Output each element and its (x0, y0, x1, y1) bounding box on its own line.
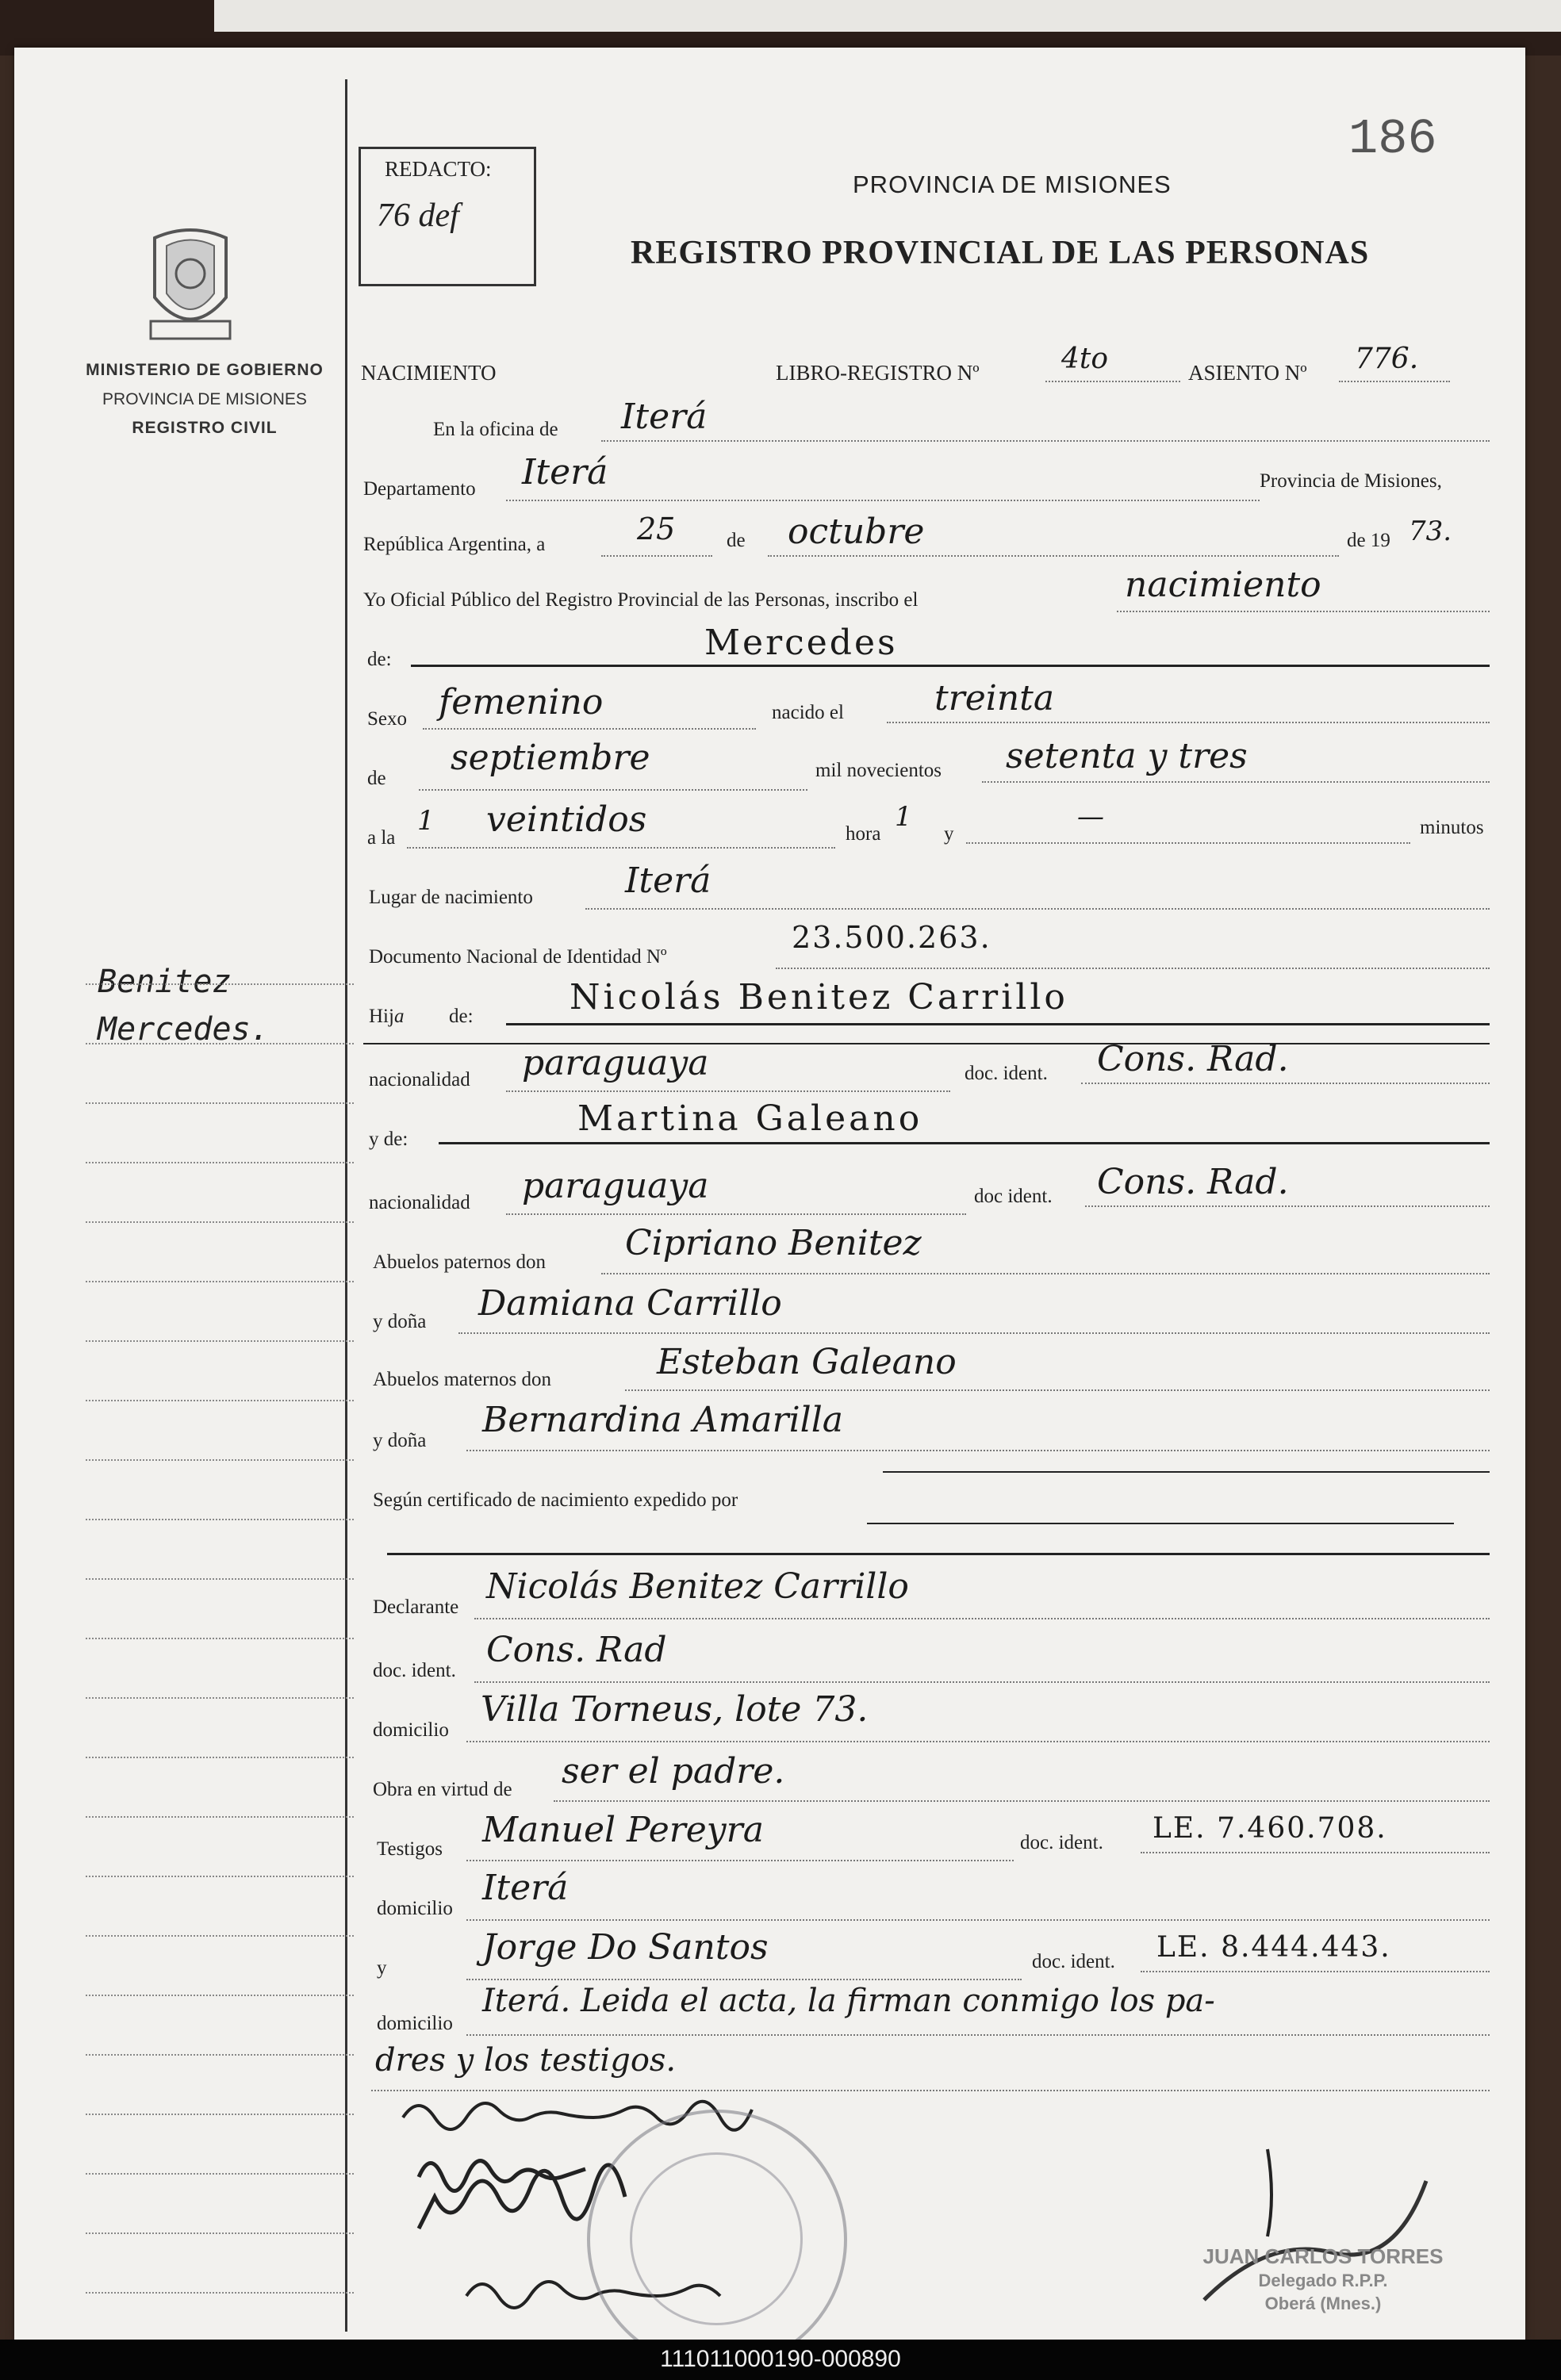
record-type: NACIMIENTO (361, 361, 497, 385)
margin-rule (86, 983, 354, 985)
month-value: octubre (788, 512, 925, 552)
ala-value: 1 (417, 805, 435, 837)
sexo-value: femenino (439, 682, 604, 722)
registry-stamp-inner (630, 2152, 803, 2325)
declarante-value: Nicolás Benitez Carrillo (486, 1566, 909, 1607)
testigo1-name: Manuel Pereyra (482, 1810, 764, 1850)
margin-rule (86, 1519, 354, 1520)
mother-name: Martina Galeano (577, 1098, 923, 1139)
margin-rule (86, 1162, 354, 1163)
asiento-value: 776. (1355, 343, 1419, 375)
lugar-value: Iterá (625, 860, 711, 901)
asiento-label: ASIENTO Nº (1188, 361, 1307, 385)
redacto-label: REDACTO: (385, 157, 492, 181)
departamento-label: Departamento (363, 478, 476, 500)
y-label: y (944, 823, 954, 845)
mother-de-label: y de: (369, 1129, 408, 1150)
margin-rule (86, 2054, 354, 2056)
margin-rule (86, 1697, 354, 1699)
obra-label: Obra en virtud de (373, 1779, 512, 1800)
hora-value: 1 (895, 801, 912, 833)
margin-rule (86, 1281, 354, 1282)
declarante-address-label: domicilio (373, 1719, 449, 1741)
mother-nationality: paraguaya (522, 1166, 709, 1206)
oficial-text: Yo Oficial Público del Registro Provincial de las Personas, inscribo el (363, 589, 919, 611)
birth-year: setenta y tres (1006, 736, 1248, 776)
ministry-line-2: PROVINCIA DE MISIONES (102, 390, 307, 408)
hora-label: hora (846, 823, 881, 845)
nacido-label: nacido el (772, 702, 844, 723)
hijo-de-label: de: (449, 1006, 474, 1027)
testigo2-doc-label: doc. ident. (1032, 1951, 1115, 1972)
margin-rule (86, 1578, 354, 1580)
day-value: 25 (637, 512, 676, 546)
margin-rule (86, 1757, 354, 1758)
father-name: Nicolás Benitez Carrillo (570, 977, 1068, 1018)
margin-rule (86, 2232, 354, 2234)
testigo1-address-label: domicilio (377, 1898, 453, 1919)
margin-note-name: Mercedes. (98, 1011, 270, 1048)
testigo1-doc-label: doc. ident. (1020, 1832, 1103, 1853)
ala-label: a la (367, 827, 396, 849)
margin-rule (86, 2292, 354, 2294)
scan-next-page-edge (214, 0, 1561, 32)
official-place: Oberá (Mnes.) (1264, 2294, 1382, 2313)
de-name-label: de: (367, 649, 392, 670)
margin-rule (86, 1459, 354, 1461)
father-doc: Cons. Rad. (1097, 1039, 1289, 1079)
margin-rule (86, 2173, 354, 2175)
margin-rule (86, 1400, 354, 1401)
testigo2-y-label: y (377, 1957, 387, 1979)
mil-label: mil novecientos (815, 760, 942, 781)
coat-of-arms-icon (139, 222, 242, 349)
libro-label: LIBRO-REGISTRO Nº (776, 361, 980, 385)
de-label: de (727, 530, 746, 551)
ministry-line-3: REGISTRO CIVIL (132, 419, 278, 437)
hijo-label: Hija (369, 1006, 405, 1027)
child-name: Mercedes (704, 623, 898, 663)
registry-stamp (587, 2110, 847, 2370)
year-label: de 19 (1347, 530, 1390, 551)
obra-value: ser el padre. (562, 1751, 785, 1792)
provincia-suffix: Provincia de Misiones, (1260, 470, 1442, 492)
departamento-value: Iterá (522, 452, 608, 492)
testigo1-address: Iterá (482, 1868, 569, 1908)
hijo-suffix: a (393, 1006, 405, 1027)
oficina-value: Iterá (621, 397, 708, 437)
ministry-line-1: MINISTERIO DE GOBIERNO (86, 361, 324, 379)
archive-footer (0, 2340, 1561, 2380)
testigos-label: Testigos (377, 1838, 443, 1860)
margin-rule (86, 2114, 354, 2115)
margin-rule (86, 1340, 354, 1342)
margin-rule (86, 1995, 354, 1996)
testigo2-doc: LE. 8.444.443. (1156, 1931, 1391, 1964)
minutos-value: — (1077, 801, 1104, 833)
nacido-value: treinta (934, 678, 1055, 719)
paternal-grandfather: Cipriano Benitez (625, 1223, 922, 1263)
margin-rule (86, 1816, 354, 1818)
inscribo-value: nacimiento (1125, 565, 1321, 605)
mother-nationality-label: nacionalidad (369, 1192, 470, 1213)
margin-rule (86, 1876, 354, 1877)
dni-label: Documento Nacional de Identidad Nº (369, 946, 667, 968)
oficina-label: En la oficina de (433, 419, 558, 440)
year-value: 73. (1409, 515, 1452, 547)
declarante-doc-label: doc. ident. (373, 1660, 456, 1681)
segun-label: Según certificado de nacimiento expedido por (373, 1489, 738, 1511)
lugar-label: Lugar de nacimiento (369, 887, 533, 908)
province-title: PROVINCIA DE MISIONES (853, 171, 1172, 198)
dni-value: 23.500.263. (792, 920, 991, 955)
margin-rule (86, 1043, 354, 1044)
registry-title: REGISTRO PROVINCIAL DE LAS PERSONAS (631, 235, 1370, 271)
redacto-box (359, 147, 536, 286)
birth-de-label: de (367, 768, 386, 789)
birth-month: septiembre (451, 738, 650, 778)
official-title: Delegado R.P.P. (1258, 2271, 1388, 2290)
declarante-label: Declarante (373, 1596, 459, 1618)
mother-doc: Cons. Rad. (1097, 1162, 1289, 1202)
register-page (14, 48, 1525, 2340)
mother-doc-label: doc ident. (974, 1186, 1053, 1207)
archive-code: 111011000190-000890 (660, 2346, 901, 2372)
libro-value: 4to (1061, 343, 1109, 375)
margin-rule (86, 1638, 354, 1639)
sexo-label: Sexo (367, 708, 407, 730)
margin-divider (345, 79, 347, 2332)
declarante-address: Villa Torneus, lote 73. (481, 1689, 869, 1730)
closing-text: dres y los testigos. (375, 2042, 677, 2079)
testigo1-doc: LE. 7.460.708. (1153, 1812, 1387, 1845)
testigo2-name: Jorge Do Santos (482, 1927, 769, 1968)
testigo2-address: Iterá. Leida el acta, la firman conmigo los pa- (482, 1983, 1215, 2019)
maternal-grandfather: Esteban Galeano (657, 1342, 957, 1382)
page-number: 186 (1348, 111, 1437, 167)
redacto-value: 76 def (377, 197, 459, 234)
margin-rule (86, 1102, 354, 1104)
paternal-grandmother-label: y doña (373, 1311, 427, 1332)
margin-note-surname: Benitez (98, 964, 232, 1000)
maternal-grandmother: Bernardina Amarilla (482, 1400, 844, 1440)
father-nationality-label: nacionalidad (369, 1069, 470, 1090)
father-nationality: paraguaya (522, 1043, 709, 1083)
father-doc-label: doc. ident. (965, 1063, 1048, 1084)
paternal-grandmother: Damiana Carrillo (478, 1283, 782, 1324)
official-name: JUAN CARLOS TORRES (1202, 2244, 1444, 2268)
maternal-grandfather-label: Abuelos maternos don (373, 1369, 551, 1390)
margin-rule (86, 1221, 354, 1223)
declarante-doc: Cons. Rad (486, 1630, 667, 1670)
testigo2-address-label: domicilio (377, 2013, 453, 2034)
minutos-label: minutos (1420, 817, 1484, 838)
maternal-grandmother-label: y doña (373, 1430, 427, 1451)
margin-rule (86, 1935, 354, 1937)
hour-word: veintidos (486, 799, 647, 840)
paternal-grandfather-label: Abuelos paternos don (373, 1251, 547, 1273)
republica-label: República Argentina, a (363, 534, 546, 555)
